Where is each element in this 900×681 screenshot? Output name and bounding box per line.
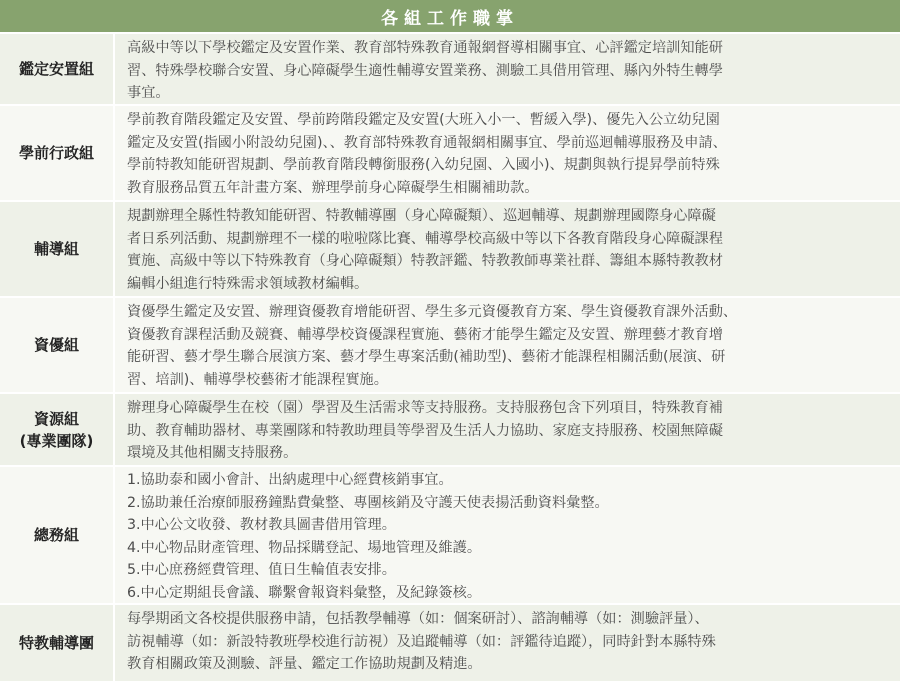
list-item: 6.中心定期組長會議、聯繫會報資料彙整，及紀錄簽核。 <box>127 584 482 601</box>
row-label: 學前行政組 <box>0 106 115 200</box>
row-content: 學前教育階段鑑定及安置、學前跨階段鑑定及安置(大班入小一、暫緩入學)、優先入公立幼兒園 鑑定及安置(指國小附設幼兒園)、、教育部特殊教育通報網相關事宜、學前巡迴輔導服務及申請、 學前特教知能研習規劃、學前教育階段轉銜服務(入幼兒園、入國小)、規劃與執行提昇學前特殊 教育服務品質五年計畫方案、辦理學前身心障礙學生相關補助款。 <box>127 112 727 196</box>
list-item: 2.協助兼任治療師服務鐘點費彙整、專團核銷及守護天使表揚活動資料彙整。 <box>127 494 609 511</box>
row-guidance <box>0 202 900 298</box>
row-label: 輔導組 <box>0 202 115 296</box>
row-label: 鑑定安置組 <box>0 34 115 104</box>
list-item: 1.協助泰和國小會計、出納處理中心經費核銷事宜。 <box>127 472 453 488</box>
list-item: 3.中心公文收發、教材教具圖書借用管理。 <box>127 517 396 533</box>
list-item: 5.中心庶務經費管理、值日生輪值表安排。 <box>127 562 396 578</box>
row-preschool-admin <box>0 106 900 202</box>
row-content: 高級中等以下學校鑑定及安置作業、教育部特殊教育通報網督導相關事宜、心評鑑定培訓知能研 習、特殊學校聯合安置、身心障礙學生適性輔導安置業務、測驗工具借用管理、縣內外特生轉學 事宜。 <box>127 40 723 101</box>
row-content: 辦理身心障礙學生在校（園）學習及生活需求等支持服務。支持服務包含下列項目，特殊教育補 助、教育輔助器材、專業團隊和特教助理員等學習及生活人力協助、家庭支持服務、校園無障礙 環境及其他相關支持服務。 <box>127 400 723 461</box>
row-content <box>115 467 900 603</box>
list-item: 4.中心物品財產管理、物品採購登記、場地管理及維護。 <box>127 539 482 556</box>
row-label: 總務組 <box>0 467 115 603</box>
row-content: 資優學生鑑定及安置、辦理資優教育增能研習、學生多元資優教育方案、學生資優教育課外活動、 資優教育課程活動及競賽、輔導學校資優課程實施、藝術才能學生鑑定及安置、辦理藝才教育增 能研習、藝才學生聯合展演方案、藝才學生專案活動(補助型)、藝術才能課程相關活動(展演、研 習、培訓)、輔導學校藝術才能課程實施。 <box>127 304 738 388</box>
row-label: 資優組 <box>0 298 115 392</box>
row-special-ed-team <box>0 605 900 681</box>
row-content: 每學期函文各校提供服務申請，包括教學輔導（如：個案研討）、諮詢輔導（如：測驗評量）、 訪視輔導（如：新設特教班學校進行訪視）及追蹤輔導（如：評鑑待追蹤），同時針對本縣特殊 教育相關政策及測驗、評量、鑑定工作協助規劃及精進。 <box>127 611 716 672</box>
row-assessment-placement <box>0 34 900 106</box>
table-title: 各組工作職掌 <box>0 0 900 34</box>
row-content: 規劃辦理全縣性特教知能研習、特教輔導團（身心障礙類）、巡迴輔導、規劃辦理國際身心障礙 者日系列活動、規劃辦理不一樣的啦啦隊比賽、輔導學校高級中等以下各教育階段身心障礙課程 實施、高級中等以下特殊教育（身心障礙類）特教評鑑、特教教師專業社群、籌組本縣特教教材 編輯小組進行特殊需求領域教材編輯。 <box>127 208 723 292</box>
duty-list <box>127 469 890 603</box>
row-label: 特教輔導團 <box>0 605 115 681</box>
row-gifted <box>0 298 900 394</box>
row-label: 資源組 (專業團隊) <box>0 394 115 465</box>
row-resource <box>0 394 900 467</box>
row-general-affairs <box>0 467 900 605</box>
